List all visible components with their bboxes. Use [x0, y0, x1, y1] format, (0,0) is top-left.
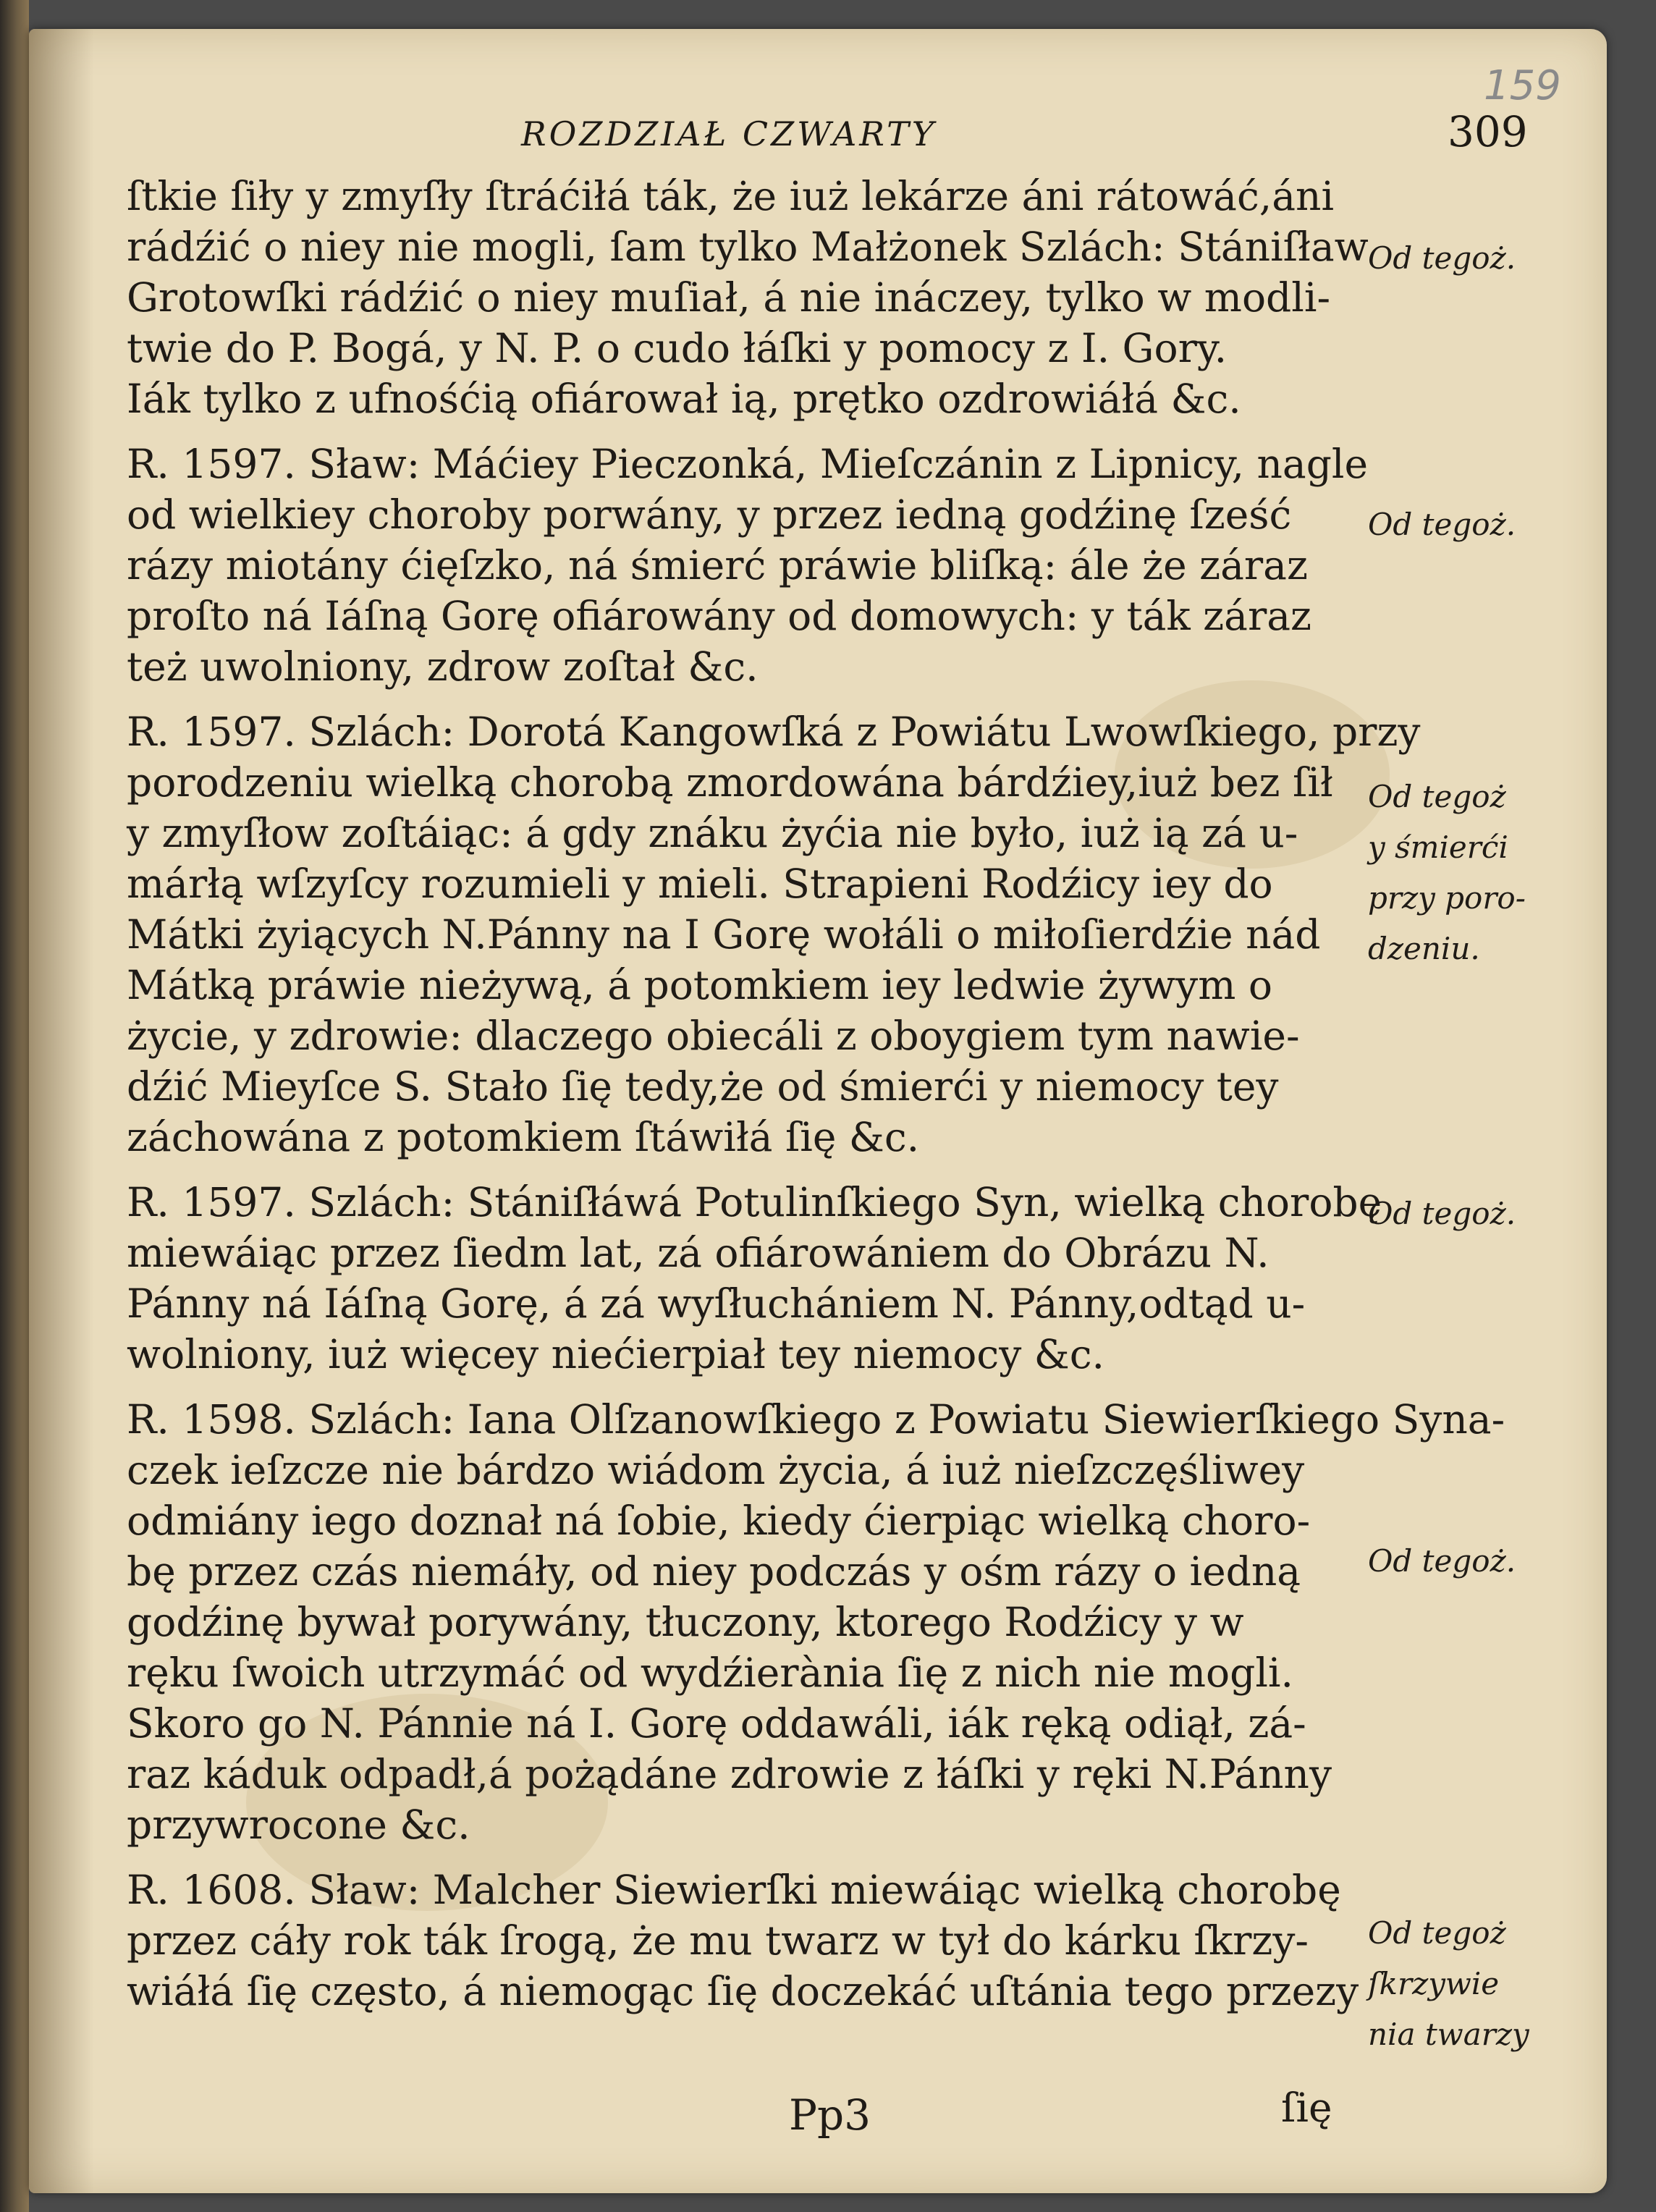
- text-line: raz káduk odpadł,á pożądáne zdrowie z łáſki y ręki N.Pánny: [127, 1751, 1332, 1797]
- text-line: miewáiąc przez ſiedm lat, zá ofiárowániem do Obrázu N.: [127, 1230, 1270, 1276]
- text-line: y zmyſłow zoſtáiąc: á gdy znáku żyćia nie było, iuż ią zá u-: [127, 810, 1298, 856]
- text-line: Grotowſki rádźić o niey muſiał, á nie ináczey, tylko w modli-: [127, 274, 1331, 321]
- signature-mark: Pp3: [789, 2090, 871, 2140]
- adjacent-page-edge: [0, 0, 29, 2212]
- text-line: twie do P. Bogá, y N. P. o cudo łáſki y pomocy z I. Gory.: [127, 325, 1228, 371]
- text-line: przez cáły rok ták ſrogą, że mu twarz w tył do kárku ſkrzy-: [127, 1917, 1309, 1964]
- margin-note: nia twarzy: [1368, 2017, 1529, 2052]
- running-head: ROZDZIAŁ CZWARTY: [521, 114, 937, 153]
- text-line: czek ieſzcze nie bárdzo wiádom życia, á iuż nieſzczęśliwey: [127, 1447, 1305, 1493]
- text-line: R. 1598. Szlách: Iana Olſzanowſkiego z Powiatu Siewierſkiego Syna-: [127, 1396, 1505, 1443]
- text-line: wiáłá ſię często, á niemogąc ſię doczekáć uſtánia tego przezy: [127, 1968, 1359, 2014]
- text-line: rázy miotány ćięſzko, ná śmierć práwie bliſką: ále że záraz: [127, 542, 1308, 588]
- margin-note: Od tegoż.: [1368, 507, 1516, 542]
- text-line: bę przez czás niemáły, od niey podczás y ośm rázy o iedną: [127, 1548, 1301, 1595]
- text-line: R. 1597. Szlách: Stániſłáwá Potulinſkiego Syn, wielką chorobę: [127, 1179, 1382, 1225]
- page-number: 309: [1448, 107, 1528, 156]
- margin-note: Od tegoż: [1368, 1915, 1506, 1951]
- text-line: R. 1597. Szlách: Dorotá Kangowſká z Powiátu Lwowſkiego, przy: [127, 709, 1421, 755]
- text-line: też uwolniony, zdrow zoſtał &c.: [127, 643, 759, 690]
- text-line: R. 1597. Sław: Máćiey Pieczonká, Mieſczánin z Lipnicy, nagle: [127, 441, 1369, 487]
- text-line: márłą wſzyſcy rozumieli y mieli. Strapieni Rodźicy iey do: [127, 861, 1273, 907]
- text-line: od wielkiey choroby porwány, y przez iedną godźinę ſześć: [127, 491, 1292, 538]
- margin-note: przy poro-: [1368, 880, 1526, 916]
- text-line: godźinę bywał porywány, tłuczony, ktorego Rodźicy y w: [127, 1599, 1244, 1645]
- text-line: dźić Mieyſce S. Stało ſię tedy,że od śmierći y niemocy tey: [127, 1063, 1279, 1110]
- text-line: ręku ſwoich utrzymáć od wydźierània ſię z nich nie mogli.: [127, 1650, 1293, 1696]
- pencil-folio-number: 159: [1484, 62, 1561, 109]
- text-line: życie, y zdrowie: dlaczego obiecáli z oboygiem tym nawie-: [127, 1013, 1300, 1059]
- text-line: przywrocone &c.: [127, 1802, 470, 1848]
- margin-note: Od tegoż.: [1368, 240, 1516, 276]
- text-line: rádźić o niey nie mogli, ſam tylko Małżonek Szlách: Stániſław: [127, 224, 1369, 270]
- margin-note: Od tegoż.: [1368, 1196, 1516, 1231]
- margin-note: dzeniu.: [1368, 931, 1480, 966]
- margin-note: Od tegoż: [1368, 779, 1506, 814]
- book-page: [29, 29, 1607, 2193]
- text-line: proſto ná Iáſną Gorę ofiárowány od domowych: y ták záraz: [127, 593, 1312, 639]
- text-line: ſtkie ſiły y zmyſły ſtráćiłá ták, że iuż lekárze áni rátowáć,áni: [127, 173, 1335, 219]
- text-line: záchowána z potomkiem ſtáwiłá ſię &c.: [127, 1114, 920, 1160]
- text-line: odmiány iego doznał ná ſobie, kiedy ćierpiąc wielką choro-: [127, 1498, 1311, 1544]
- text-line: Pánny ná Iáſną Gorę, á zá wyſłuchániem N. Pánny,odtąd u-: [127, 1280, 1306, 1327]
- margin-note: y śmierći: [1368, 830, 1508, 865]
- text-line: porodzeniu wielką chorobą zmordowána bárdźiey,iuż bez ſił: [127, 759, 1333, 806]
- margin-note: Od tegoż.: [1368, 1543, 1516, 1579]
- catchword: ſię: [1281, 2085, 1332, 2131]
- text-line: wolniony, iuż więcey niećierpiał tey niemocy &c.: [127, 1331, 1104, 1377]
- text-line: Mátki żyiących N.Pánny na I Gorę wołáli o miłoſierdźie nád: [127, 911, 1321, 958]
- text-line: Iák tylko z ufnośćią ofiárował ią, prętko ozdrowiáłá &c.: [127, 376, 1241, 422]
- margin-note: ſkrzywie: [1368, 1966, 1500, 2001]
- page-gutter-shadow: [29, 29, 94, 2193]
- text-line: R. 1608. Sław: Malcher Siewierſki miewáiąc wielką chorobę: [127, 1867, 1341, 1913]
- text-line: Skoro go N. Pánnie ná I. Gorę oddawáli, iák ręką odiął, zá-: [127, 1700, 1306, 1747]
- text-line: Mátką práwie nieżywą, á potomkiem iey ledwie żywym o: [127, 962, 1272, 1008]
